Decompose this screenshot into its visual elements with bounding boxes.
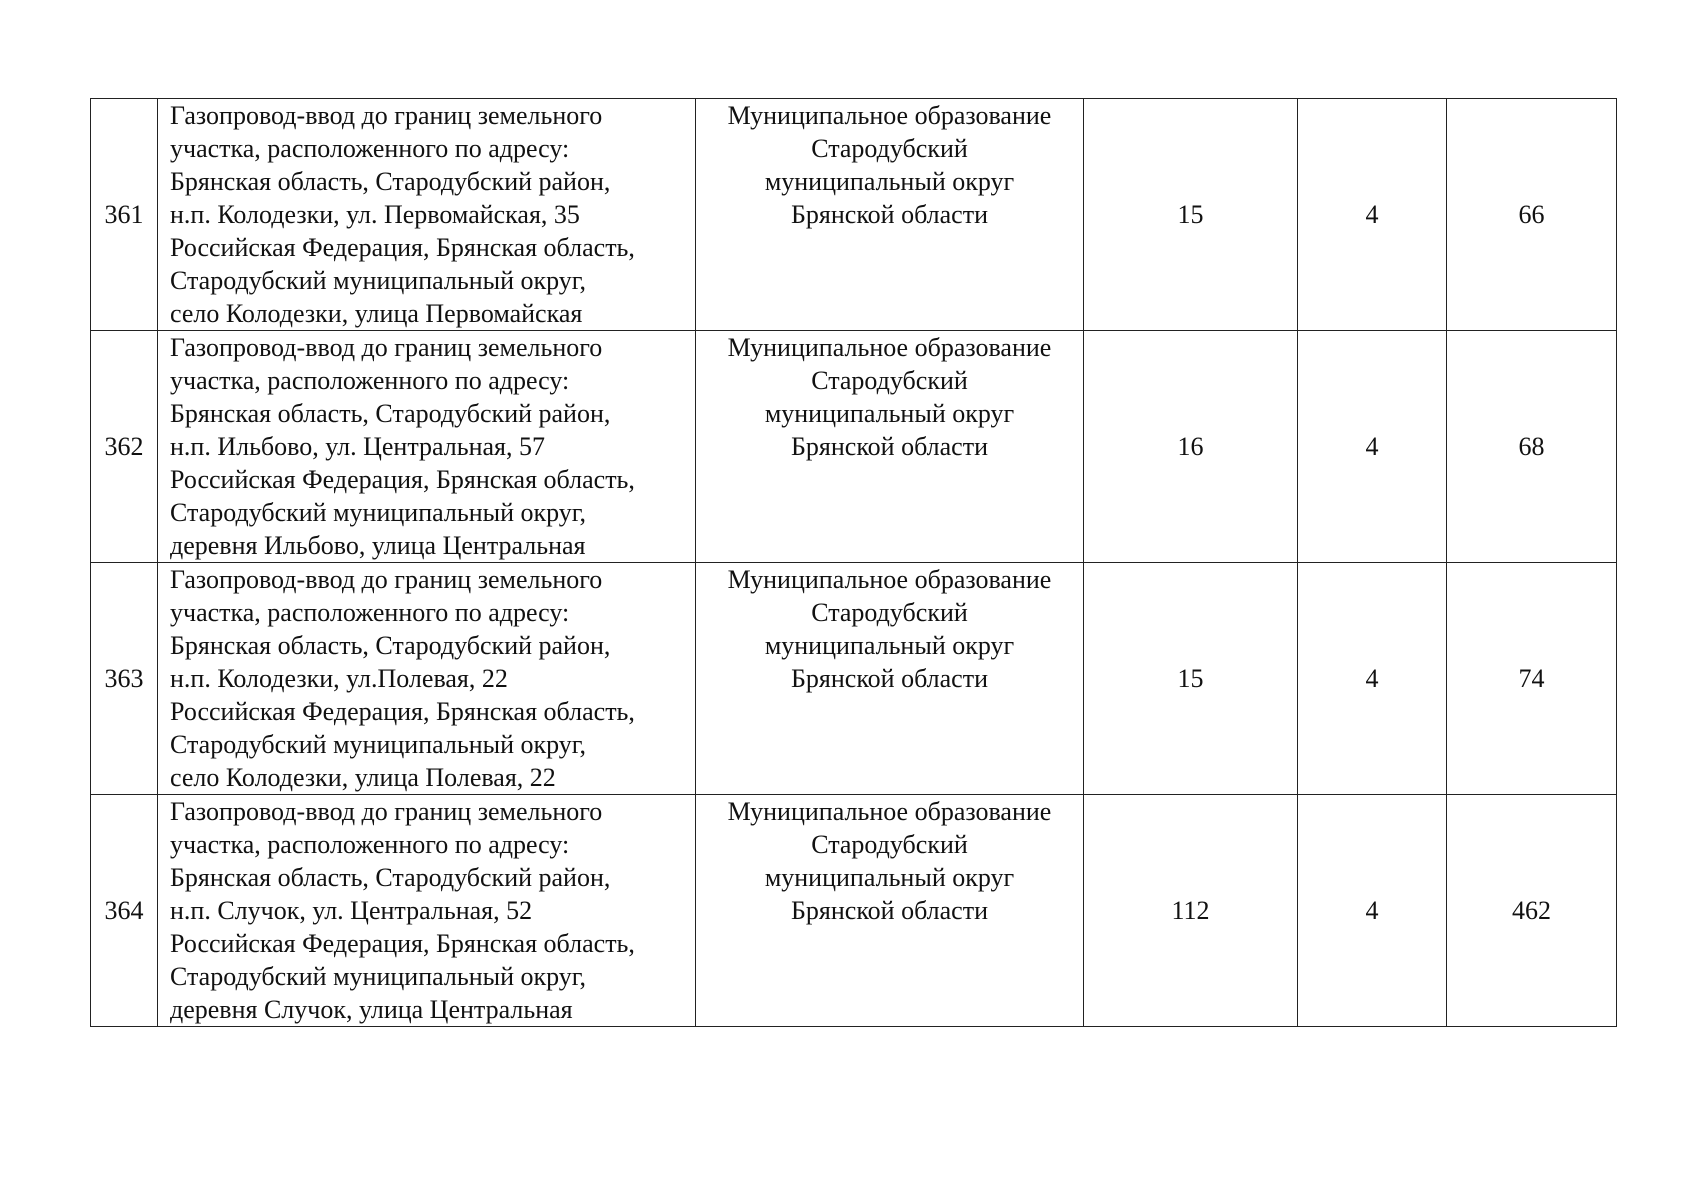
owner-cell bbox=[696, 563, 1084, 795]
owner-text bbox=[696, 795, 1083, 927]
owner-text bbox=[696, 99, 1083, 231]
description-line: н.п. Случок, ул. Центральная, 52 bbox=[170, 896, 533, 925]
owner-text bbox=[696, 331, 1083, 463]
description-line: Стародубский муниципальный округ, bbox=[170, 962, 587, 991]
description-line: участка, расположенного по адресу: bbox=[170, 366, 570, 395]
object-description-cell bbox=[158, 563, 696, 795]
owner-line: Брянской области bbox=[791, 432, 988, 461]
row-number: 362 bbox=[104, 432, 144, 461]
description-line: Стародубский муниципальный округ, bbox=[170, 730, 587, 759]
value-c: 68 bbox=[1518, 432, 1545, 461]
description-line: Брянская область, Стародубский район, bbox=[170, 631, 611, 660]
description-line: Российская Федерация, Брянская область, bbox=[170, 697, 635, 726]
owner-line: муниципальный округ bbox=[764, 631, 1015, 660]
description-line: участка, расположенного по адресу: bbox=[170, 598, 570, 627]
owner-line: Муниципальное образование bbox=[727, 797, 1052, 826]
value-b: 4 bbox=[1365, 896, 1379, 925]
description-line: деревня Ильбово, улица Центральная bbox=[170, 531, 586, 560]
description-line: Брянская область, Стародубский район, bbox=[170, 863, 611, 892]
value-c: 74 bbox=[1518, 664, 1545, 693]
value-a: 16 bbox=[1177, 432, 1204, 461]
table-row bbox=[91, 563, 1617, 795]
description-line: участка, расположенного по адресу: bbox=[170, 134, 570, 163]
owner-line: Муниципальное образование bbox=[727, 333, 1052, 362]
description-line: Брянская область, Стародубский район, bbox=[170, 399, 611, 428]
value-a: 15 bbox=[1177, 664, 1204, 693]
description-line: Газопровод-ввод до границ земельного bbox=[170, 797, 603, 826]
value-c-cell bbox=[1447, 563, 1617, 795]
value-a-cell bbox=[1084, 331, 1298, 563]
value-b-cell bbox=[1298, 563, 1447, 795]
description-line: деревня Случок, улица Центральная bbox=[170, 995, 573, 1024]
object-description bbox=[158, 99, 695, 330]
row-number-cell bbox=[91, 99, 158, 331]
description-line: н.п. Колодезки, ул. Первомайская, 35 bbox=[170, 200, 580, 229]
value-b-cell bbox=[1298, 331, 1447, 563]
description-line: Газопровод-ввод до границ земельного bbox=[170, 565, 603, 594]
owner-line: Стародубский bbox=[811, 134, 968, 163]
owner-line: Брянской области bbox=[791, 200, 988, 229]
description-line: Российская Федерация, Брянская область, bbox=[170, 929, 635, 958]
owner-cell bbox=[696, 795, 1084, 1027]
value-c: 66 bbox=[1518, 200, 1545, 229]
value-a-cell bbox=[1084, 563, 1298, 795]
owner-cell bbox=[696, 99, 1084, 331]
object-description bbox=[158, 795, 695, 1026]
owner-line: муниципальный округ bbox=[764, 167, 1015, 196]
value-c-cell bbox=[1447, 99, 1617, 331]
row-number: 364 bbox=[104, 896, 144, 925]
value-a-cell bbox=[1084, 795, 1298, 1027]
value-b-cell bbox=[1298, 99, 1447, 331]
owner-text bbox=[696, 563, 1083, 695]
object-description bbox=[158, 331, 695, 562]
value-b: 4 bbox=[1365, 664, 1379, 693]
description-line: н.п. Колодезки, ул.Полевая, 22 bbox=[170, 664, 508, 693]
object-description-cell bbox=[158, 99, 696, 331]
owner-line: Стародубский bbox=[811, 366, 968, 395]
value-c: 462 bbox=[1512, 896, 1551, 925]
description-line: Российская Федерация, Брянская область, bbox=[170, 465, 635, 494]
owner-line: Брянской области bbox=[791, 664, 988, 693]
owner-line: муниципальный округ bbox=[764, 863, 1015, 892]
value-b: 4 bbox=[1365, 432, 1379, 461]
value-a: 112 bbox=[1171, 896, 1210, 925]
row-number: 363 bbox=[104, 664, 144, 693]
description-line: н.п. Ильбово, ул. Центральная, 57 bbox=[170, 432, 546, 461]
registry-table bbox=[90, 98, 1617, 1027]
row-number-cell bbox=[91, 331, 158, 563]
owner-line: муниципальный округ bbox=[764, 399, 1015, 428]
table-row bbox=[91, 795, 1617, 1027]
value-a: 15 bbox=[1177, 200, 1204, 229]
description-line: село Колодезки, улица Полевая, 22 bbox=[170, 763, 556, 792]
description-line: Газопровод-ввод до границ земельного bbox=[170, 333, 603, 362]
owner-line: Брянской области bbox=[791, 896, 988, 925]
owner-line: Стародубский bbox=[811, 830, 968, 859]
row-number: 361 bbox=[104, 200, 144, 229]
description-line: участка, расположенного по адресу: bbox=[170, 830, 570, 859]
value-b-cell bbox=[1298, 795, 1447, 1027]
owner-line: Муниципальное образование bbox=[727, 101, 1052, 130]
value-c-cell bbox=[1447, 795, 1617, 1027]
description-line: Стародубский муниципальный округ, bbox=[170, 498, 587, 527]
value-b: 4 bbox=[1365, 200, 1379, 229]
description-line: село Колодезки, улица Первомайская bbox=[170, 299, 583, 328]
value-c-cell bbox=[1447, 331, 1617, 563]
table-row bbox=[91, 99, 1617, 331]
value-a-cell bbox=[1084, 99, 1298, 331]
owner-line: Стародубский bbox=[811, 598, 968, 627]
description-line: Газопровод-ввод до границ земельного bbox=[170, 101, 603, 130]
description-line: Российская Федерация, Брянская область, bbox=[170, 233, 635, 262]
row-number-cell bbox=[91, 563, 158, 795]
description-line: Стародубский муниципальный округ, bbox=[170, 266, 587, 295]
object-description bbox=[158, 563, 695, 794]
registry-table-body bbox=[91, 99, 1617, 1027]
owner-line: Муниципальное образование bbox=[727, 565, 1052, 594]
object-description-cell bbox=[158, 331, 696, 563]
row-number-cell bbox=[91, 795, 158, 1027]
table-row bbox=[91, 331, 1617, 563]
object-description-cell bbox=[158, 795, 696, 1027]
description-line: Брянская область, Стародубский район, bbox=[170, 167, 611, 196]
owner-cell bbox=[696, 331, 1084, 563]
